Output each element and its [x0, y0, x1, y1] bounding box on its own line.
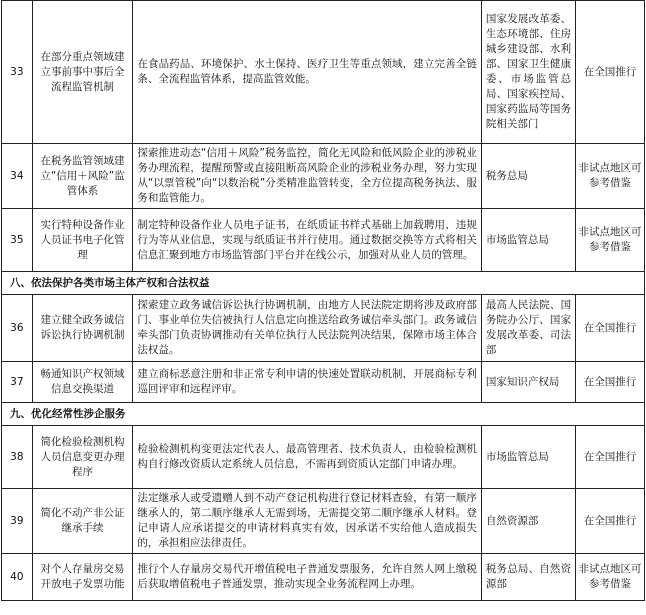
- measure-description: 探索推进动态“信用＋风险”税务监控，简化无风险和低风险企业的涉税业务办理流程，提醒预警或直接阻断高风险企业的涉税业务办理，努力实现从“以票管税”向“以数治税”分类精准监管转变，全方位提高税务执法、服务和监管能力。: [133, 144, 482, 209]
- measure-name: 简化不动产非公证继承手续: [32, 489, 133, 554]
- responsible-department: 最高人民法院、国务院办公厅、国家发展改革委、司法部: [481, 295, 575, 362]
- measure-description: 法定继承人或受遗赠人到不动产登记机构进行登记材料查验，有第一顺序继承人的，第二顺序继承人无需到场，无需提交第二顺序继承人材料。登记申请人应承诺提交的申请材料真实有效，因承诺不实给他人造成损失的，承担相应法律责任。: [133, 489, 482, 554]
- application-scope: 非试点地区可参考借鉴: [576, 144, 645, 209]
- item-number: 33: [2, 1, 33, 144]
- measure-name: 在税务监管领域建立“信用＋风险”监管体系: [32, 144, 133, 209]
- table-row: [2, 362, 645, 403]
- table-row: [2, 554, 645, 601]
- reform-measures-table: [1, 0, 645, 601]
- item-number: 35: [2, 209, 33, 272]
- table-row: [2, 144, 645, 209]
- item-number: 39: [2, 489, 33, 554]
- measure-name: 建立健全政务诚信诉讼执行协调机制: [32, 295, 133, 362]
- section-heading: 八、依法保护各类市场主体产权和合法权益: [2, 272, 645, 295]
- measure-name: 在部分重点领域建立事前事中事后全流程监管机制: [32, 1, 133, 144]
- table-row: [2, 1, 645, 144]
- responsible-department: 国家发展改革委、生态环境部、住房城乡建设部、水利部、国家卫生健康委、市场监管总局、国家疾控局、国家药监局等国务院相关部门: [481, 1, 575, 144]
- measure-description: 建立商标恶意注册和非正常专利申请的快速处置联动机制，开展商标专利巡回评审和远程评审。: [133, 362, 482, 403]
- measure-description: 检验检测机构变更法定代表人、最高管理者、技术负责人，由检验检测机构自行修改资质认定系统人员信息，不需再到资质认定部门申请办理。: [133, 426, 482, 489]
- measure-description: 在食品药品、环境保护、水土保持、医疗卫生等重点领域，建立完善全链条、全流程监管体系，提高监管效能。: [133, 1, 482, 144]
- table-row: [2, 426, 645, 489]
- application-scope: 非试点地区可参考借鉴: [576, 554, 645, 601]
- responsible-department: 国家知识产权局: [481, 362, 575, 403]
- responsible-department: 自然资源部: [481, 489, 575, 554]
- measure-name: 对个人存量房交易开放电子发票功能: [32, 554, 133, 601]
- measure-name: 简化检验检测机构人员信息变更办理程序: [32, 426, 133, 489]
- responsible-department: 税务总局、自然资源部: [481, 554, 575, 601]
- application-scope: 在全国推行: [576, 489, 645, 554]
- section-heading-row: [2, 403, 645, 426]
- table-row: [2, 489, 645, 554]
- application-scope: 非试点地区可参考借鉴: [576, 209, 645, 272]
- table-row: [2, 295, 645, 362]
- measure-description: 制定特种设备作业人员电子证书，在纸质证书样式基础上加载聘用、违规行为等从业信息，实现与纸质证书并行使用。通过数据交换等方式将相关信息汇聚到地方市场监管部门平台并在线公示，加强对从业人员的管理。: [133, 209, 482, 272]
- item-number: 34: [2, 144, 33, 209]
- responsible-department: 税务总局: [481, 144, 575, 209]
- application-scope: 在全国推行: [576, 426, 645, 489]
- responsible-department: 市场监管总局: [481, 209, 575, 272]
- application-scope: 在全国推行: [576, 295, 645, 362]
- section-heading: 九、优化经常性涉企服务: [2, 403, 645, 426]
- measure-description: 探索建立政务诚信诉讼执行协调机制，由地方人民法院定期将涉及政府部门、事业单位失信被执行人信息定向推送给政务诚信牵头部门。政务诚信牵头部门负责协调推动有关单位执行人民法院判决结果，保障市场主体合法权益。: [133, 295, 482, 362]
- item-number: 40: [2, 554, 33, 601]
- item-number: 37: [2, 362, 33, 403]
- item-number: 38: [2, 426, 33, 489]
- application-scope: 在全国推行: [576, 362, 645, 403]
- measure-description: 推行个人存量房交易代开增值税电子普通发票服务，允许自然人网上缴税后获取增值税电子普通发票，推动实现全业务流程网上办理。: [133, 554, 482, 601]
- section-heading-row: [2, 272, 645, 295]
- application-scope: 在全国推行: [576, 1, 645, 144]
- measure-name: 实行特种设备作业人员证书电子化管理: [32, 209, 133, 272]
- measure-name: 畅通知识产权领域信息交换渠道: [32, 362, 133, 403]
- responsible-department: 市场监管总局: [481, 426, 575, 489]
- table-row: [2, 209, 645, 272]
- item-number: 36: [2, 295, 33, 362]
